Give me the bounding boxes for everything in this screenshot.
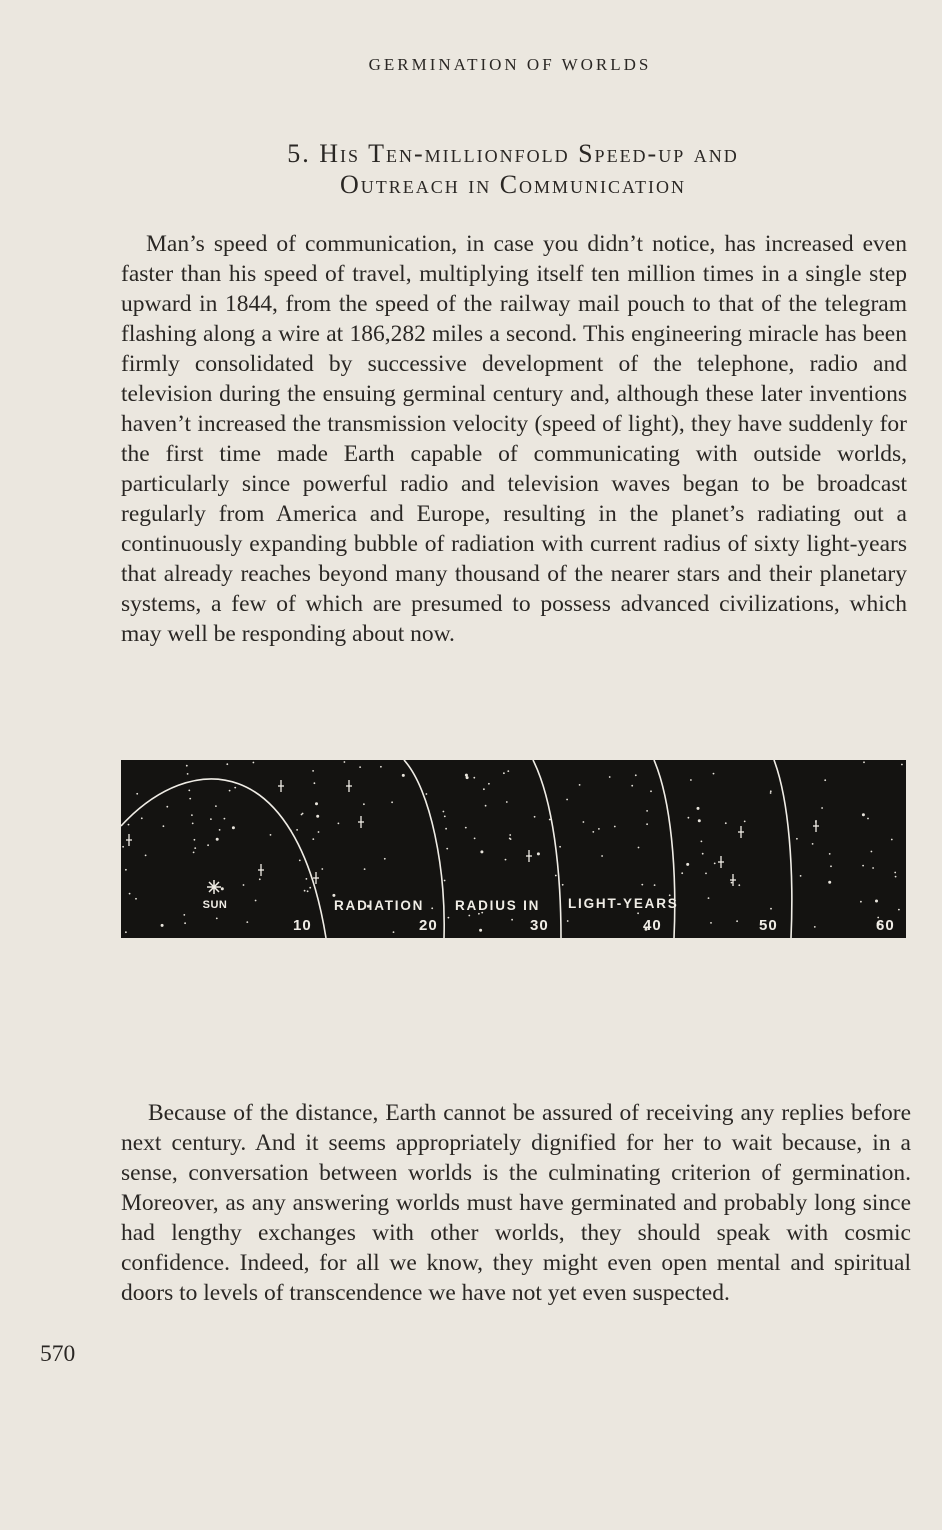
star — [592, 831, 594, 833]
star — [635, 774, 637, 776]
caption-word-radius-in: RADIUS IN — [455, 898, 541, 913]
star — [216, 838, 219, 841]
star — [145, 855, 147, 857]
star — [468, 915, 470, 917]
star — [601, 855, 603, 857]
star — [872, 867, 874, 869]
star — [465, 827, 467, 829]
star — [191, 814, 193, 816]
star — [426, 793, 428, 795]
star — [215, 805, 217, 807]
star — [255, 900, 257, 902]
star — [690, 779, 692, 781]
star — [166, 806, 168, 808]
star — [188, 790, 190, 792]
star — [163, 825, 165, 827]
star — [443, 811, 445, 813]
star — [473, 777, 475, 779]
star — [534, 816, 536, 818]
star — [312, 838, 314, 840]
page-number: 570 — [40, 1341, 76, 1367]
radiation-radius-diagram — [121, 760, 906, 938]
star — [510, 838, 512, 840]
star — [505, 859, 507, 861]
star — [770, 792, 772, 794]
star — [380, 766, 382, 768]
star — [698, 819, 701, 822]
star — [705, 873, 707, 875]
star — [681, 872, 683, 874]
star — [863, 761, 865, 763]
radius-label-30: 30 — [530, 917, 549, 934]
star — [537, 852, 540, 855]
star — [316, 815, 319, 818]
star — [714, 863, 716, 865]
star — [125, 869, 127, 871]
star — [161, 924, 164, 927]
star — [125, 931, 127, 933]
star — [444, 880, 446, 882]
star — [637, 912, 639, 914]
star — [507, 770, 509, 772]
star — [474, 838, 476, 840]
star — [598, 828, 600, 830]
star — [364, 868, 366, 870]
star — [296, 829, 298, 831]
star — [221, 887, 224, 890]
section-title-line-2: Outreach in Communication — [339, 170, 687, 199]
star — [894, 872, 896, 874]
star — [128, 824, 130, 826]
star — [641, 884, 643, 886]
radius-label-20: 20 — [419, 917, 438, 934]
star — [393, 931, 395, 933]
star — [812, 843, 814, 845]
caption-word-light-years: LIGHT-YEARS — [568, 896, 679, 911]
star — [465, 774, 468, 777]
section-title-line-1: 5. His Ten-millionfold Speed-up and — [287, 139, 739, 168]
star — [216, 918, 218, 920]
star — [895, 876, 897, 878]
star — [821, 807, 823, 809]
star — [338, 823, 340, 825]
star — [224, 818, 226, 820]
star — [614, 826, 616, 828]
star — [321, 868, 323, 870]
star — [314, 782, 316, 784]
radiation-radius-figure — [121, 760, 906, 938]
star — [187, 773, 189, 775]
star — [860, 901, 862, 903]
paragraph-1: Man’s speed of communication, in case you didn’t notice, has increased even faster than his speed of travel, multiplying itself ten million times in a single step upward in 1844, from the speed of the railway mail pouch to that of the telegram flashing along a wire at 186,282 miles a second. This engineering miracle has been firmly consolidated by successive development of the telephone, radio and television during the ensuing germinal century and, although these later inventions haven’t increased the transmission velocity (speed of light), they have suddenly for the first time made Earth capable of communicating with outside worlds, particularly since powerful radio and television waves began to be broadcast regularly from America and Europe, resulting in the planet’s radiating out a continuously expanding bubble of radiation with current radius of sixty light-years that already reaches beyond many thousand of the nearer stars and their planetary systems, a few of which are presumed to possess advanced civilizations, which may well be responding about now. — [121, 231, 907, 647]
radius-label-40: 40 — [643, 917, 662, 934]
star — [194, 847, 196, 849]
star — [136, 793, 138, 795]
star — [234, 787, 236, 789]
caption-word-radiation: RADIATION — [334, 898, 425, 913]
radius-label-60: 60 — [876, 917, 895, 934]
star — [192, 823, 194, 825]
star — [891, 839, 893, 841]
star — [555, 875, 557, 877]
star — [738, 884, 740, 886]
star — [650, 790, 652, 792]
star — [646, 823, 648, 825]
star — [226, 763, 228, 765]
star — [129, 893, 131, 895]
star — [135, 898, 137, 900]
star — [318, 831, 320, 833]
star — [708, 897, 710, 899]
star — [503, 772, 505, 774]
star — [444, 816, 446, 818]
star — [431, 907, 433, 909]
star — [219, 829, 221, 831]
star — [567, 920, 569, 922]
star — [511, 919, 513, 921]
star — [710, 922, 712, 924]
star — [141, 817, 143, 819]
star — [796, 838, 798, 840]
star — [646, 810, 648, 812]
sun-label: SUN — [202, 899, 228, 911]
star — [686, 863, 689, 866]
star — [654, 884, 656, 886]
star — [122, 846, 124, 848]
star — [566, 799, 568, 801]
star — [306, 878, 308, 880]
star — [363, 803, 365, 805]
star — [830, 865, 832, 867]
star — [193, 852, 195, 854]
star — [384, 858, 386, 860]
star — [725, 822, 727, 824]
running-head: GERMINATION OF WORLDS — [368, 55, 652, 74]
star — [609, 776, 611, 778]
star — [246, 921, 248, 923]
star — [301, 814, 303, 816]
star — [814, 926, 816, 928]
star — [210, 818, 212, 820]
star — [488, 783, 490, 785]
star — [875, 900, 878, 903]
star — [862, 813, 865, 816]
star — [480, 850, 483, 853]
star — [559, 846, 561, 848]
star — [483, 788, 485, 790]
section-title — [0, 138, 942, 200]
star — [901, 764, 903, 766]
star — [800, 875, 802, 877]
star — [898, 909, 900, 911]
star — [549, 819, 551, 821]
star — [207, 844, 209, 846]
star — [562, 884, 564, 886]
star — [579, 784, 581, 786]
star — [828, 881, 831, 884]
star — [402, 774, 405, 777]
paragraph-2: Because of the distance, Earth cannot be assured of receiving any replies before next century. And it seems appropriately dignified for her to wait because, in a sense, conversation between worlds is the culminating criterion of germination. Moreover, as any answering worlds must have germinated and probably long since had lengthy exchanges with other worlds, they should speak with cosmic confidence. Indeed, for all we know, they might even open mental and spiritual doors to levels of transcendence we have not yet even suspected. — [121, 1100, 911, 1306]
star — [312, 770, 314, 772]
star — [638, 847, 640, 849]
star — [485, 805, 487, 807]
star — [702, 853, 704, 855]
star — [867, 818, 869, 820]
star — [270, 834, 272, 836]
star — [770, 790, 772, 792]
star — [583, 821, 585, 823]
star — [697, 807, 700, 810]
star — [299, 860, 301, 862]
star — [829, 853, 831, 855]
star — [445, 828, 447, 830]
star — [862, 865, 864, 867]
star — [701, 841, 703, 843]
star — [189, 798, 191, 800]
star — [770, 908, 772, 910]
star — [824, 779, 826, 781]
star — [344, 761, 346, 763]
star — [259, 878, 261, 880]
star — [871, 851, 873, 853]
star — [184, 922, 186, 924]
star — [186, 765, 188, 767]
star — [315, 802, 318, 805]
radius-label-10: 10 — [293, 917, 312, 934]
star — [446, 848, 448, 850]
star — [506, 801, 508, 803]
star — [243, 884, 245, 886]
star — [736, 920, 738, 922]
star — [194, 839, 196, 841]
star — [253, 762, 255, 764]
star — [391, 801, 393, 803]
star — [478, 913, 480, 915]
star — [688, 817, 690, 819]
star — [448, 917, 450, 919]
star — [229, 790, 231, 792]
star — [359, 766, 361, 768]
star — [509, 834, 511, 836]
sun-icon — [207, 880, 221, 894]
star — [713, 773, 715, 775]
star — [631, 785, 633, 787]
star — [307, 890, 309, 892]
star — [332, 894, 335, 897]
star — [744, 821, 746, 823]
star — [309, 887, 311, 889]
star — [731, 882, 733, 884]
star — [304, 890, 306, 892]
radius-label-50: 50 — [759, 917, 778, 934]
star — [232, 826, 235, 829]
star — [183, 914, 185, 916]
star — [479, 929, 482, 932]
